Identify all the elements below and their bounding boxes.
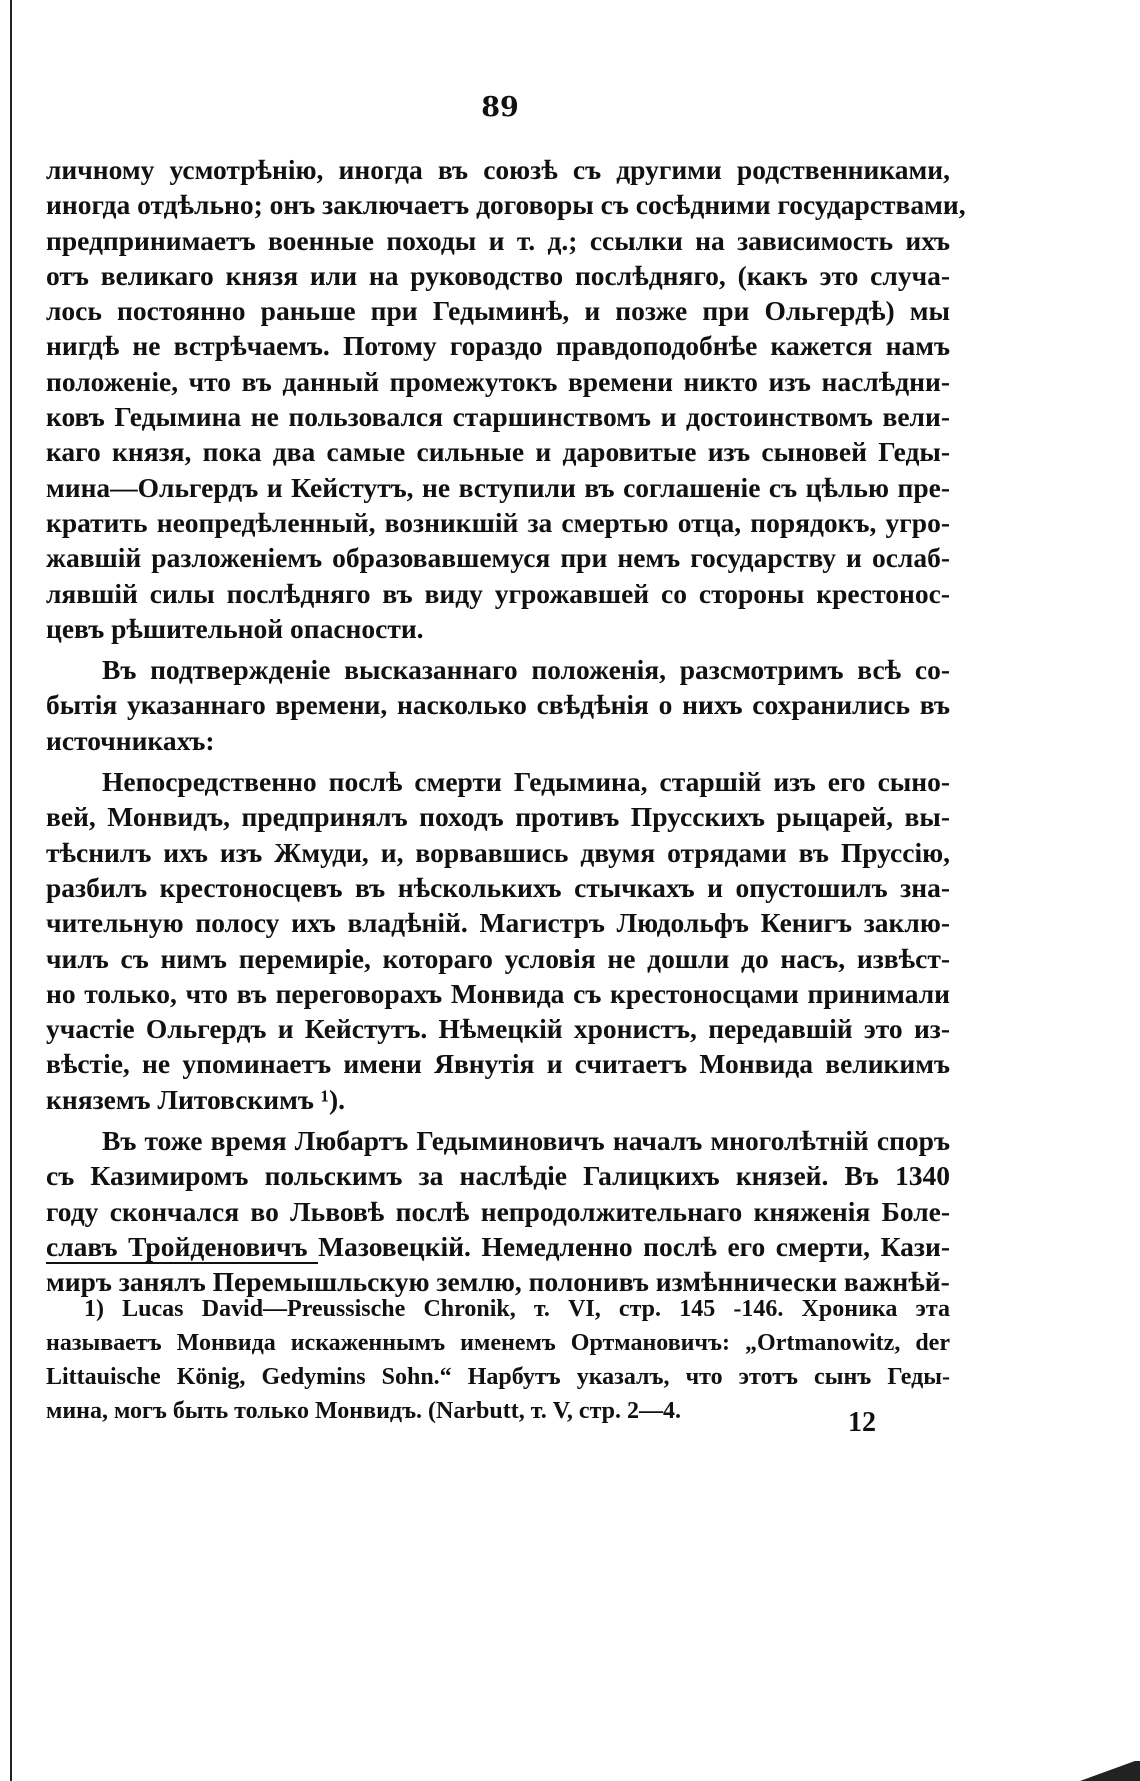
text-line: чилъ съ нимъ перемиріе, котораго условія не дошли до насъ, извѣст- bbox=[46, 942, 950, 974]
text-line: Въ тоже время Любартъ Гедыминовичъ началъ многолѣтній споръ bbox=[102, 1125, 950, 1157]
text-line: мина—Ольгердъ и Кейстутъ, не вступили въ соглашеніе съ цѣлью пре- bbox=[46, 471, 950, 503]
page-edge bbox=[10, 0, 12, 1781]
text-line: кратить неопредѣленный, возникшій за смертью отца, порядокъ, угро- bbox=[46, 506, 950, 538]
text-line: иногда отдѣльно; онъ заключаетъ договоры съ сосѣдними государствами, bbox=[46, 189, 966, 221]
paragraph bbox=[46, 1123, 950, 1299]
scan-corner-mark bbox=[1060, 1761, 1140, 1781]
text-line: но только, что въ переговорахъ Монвида съ крестоносцами принимали bbox=[46, 977, 950, 1009]
text-line: вѣстіе, не упоминаетъ имени Явнутія и считаетъ Монвида великимъ bbox=[46, 1048, 950, 1080]
text-line: славъ Тройденовичъ Мазовецкій. Немедленно послѣ его смерти, Кази- bbox=[46, 1230, 950, 1262]
text-line: цевъ рѣшительной опасности. bbox=[46, 612, 424, 644]
paragraph bbox=[46, 152, 966, 646]
text-line: лось постоянно раньше при Гедыминѣ, и позже при Ольгердѣ) мы bbox=[46, 295, 950, 327]
text-line: чительную полосу ихъ владѣній. Магистръ Людольфъ Кенигъ заклю- bbox=[46, 907, 950, 939]
footnote-line: 1) Lucas David—Preussische Chronik, т. VI, стр. 145 -146. Хроника эта bbox=[84, 1296, 950, 1322]
text-line: княземъ Литовскимъ ¹). bbox=[46, 1083, 346, 1115]
footnote-line: мина, могъ быть только Монвидъ. (Narbutt, т. V, стр. 2—4. bbox=[46, 1398, 682, 1424]
text-line: жавшій разложеніемъ образовавшемуся при немъ государству и ослаб- bbox=[46, 542, 950, 574]
text-line: лявшій силы послѣдняго въ виду угрожавшей со стороны крестонос- bbox=[46, 577, 950, 609]
text-line: личному усмотрѣнію, иногда въ союзѣ съ другими родственниками, bbox=[46, 154, 950, 185]
main-text bbox=[46, 152, 966, 1300]
footnote-line: Littauische König, Gedymins Sohn.“ Нарбутъ указалъ, что этотъ сынъ Геды- bbox=[46, 1364, 950, 1390]
paragraph bbox=[46, 652, 950, 758]
text-line: предпринимаетъ военные походы и т. д.; ссылки на зависимость ихъ bbox=[46, 224, 950, 256]
text-line: положеніе, что въ данный промежутокъ времени никто изъ наслѣдни- bbox=[46, 365, 950, 397]
text-line: Въ подтвержденіе высказаннаго положенія, разсмотримъ всѣ со- bbox=[102, 654, 950, 686]
text-line: участіе Ольгердъ и Кейстутъ. Нѣмецкій хронистъ, передавшій это из- bbox=[46, 1013, 950, 1045]
text-line: тѣснилъ ихъ изъ Жмуди, и, ворвавшись двумя отрядами въ Пруссію, bbox=[46, 836, 950, 868]
footnote-line: называетъ Монвида искаженнымъ именемъ Ортмановичъ: „Ortmanowitz, der bbox=[46, 1330, 950, 1356]
text-line: разбилъ крестоносцевъ въ нѣсколькихъ стычкахъ и опустошилъ зна- bbox=[46, 871, 950, 903]
text-line: году скончался во Львовѣ послѣ непродолжительнаго княженія Боле- bbox=[46, 1195, 950, 1227]
text-line: нигдѣ не встрѣчаемъ. Потому гораздо правдоподобнѣе кажется намъ bbox=[46, 330, 950, 362]
text-line: бытія указаннаго времени, насколько свѣдѣнія о нихъ сохранились въ bbox=[46, 689, 950, 721]
text-line: отъ великаго князя или на руководство послѣдняго, (какъ это случа- bbox=[46, 259, 950, 291]
footnote-divider bbox=[46, 1262, 318, 1264]
page-number: 89 bbox=[481, 92, 519, 123]
paragraph bbox=[46, 764, 950, 1117]
text-line: вей, Монвидъ, предпринялъ походъ противъ Прусскихъ рыцарей, вы- bbox=[46, 801, 950, 833]
signature-mark: 12 bbox=[848, 1407, 876, 1438]
footnotes bbox=[46, 1292, 950, 1428]
text-line: Непосредственно послѣ смерти Гедымина, старшій изъ его сыно- bbox=[102, 766, 950, 798]
text-line: каго князя, пока два самые сильные и даровитые изъ сыновей Геды- bbox=[46, 436, 950, 468]
text-line: миръ занялъ Перемышльскую землю, полонивъ измѣннически важнѣй- bbox=[46, 1266, 950, 1298]
text-line: съ Казимиромъ польскимъ за наслѣдіе Галицкихъ князей. Въ 1340 bbox=[46, 1160, 950, 1192]
text-line: источникахъ: bbox=[46, 724, 215, 756]
text-line: ковъ Гедымина не пользовался старшинствомъ и достоинствомъ вели- bbox=[46, 401, 950, 433]
